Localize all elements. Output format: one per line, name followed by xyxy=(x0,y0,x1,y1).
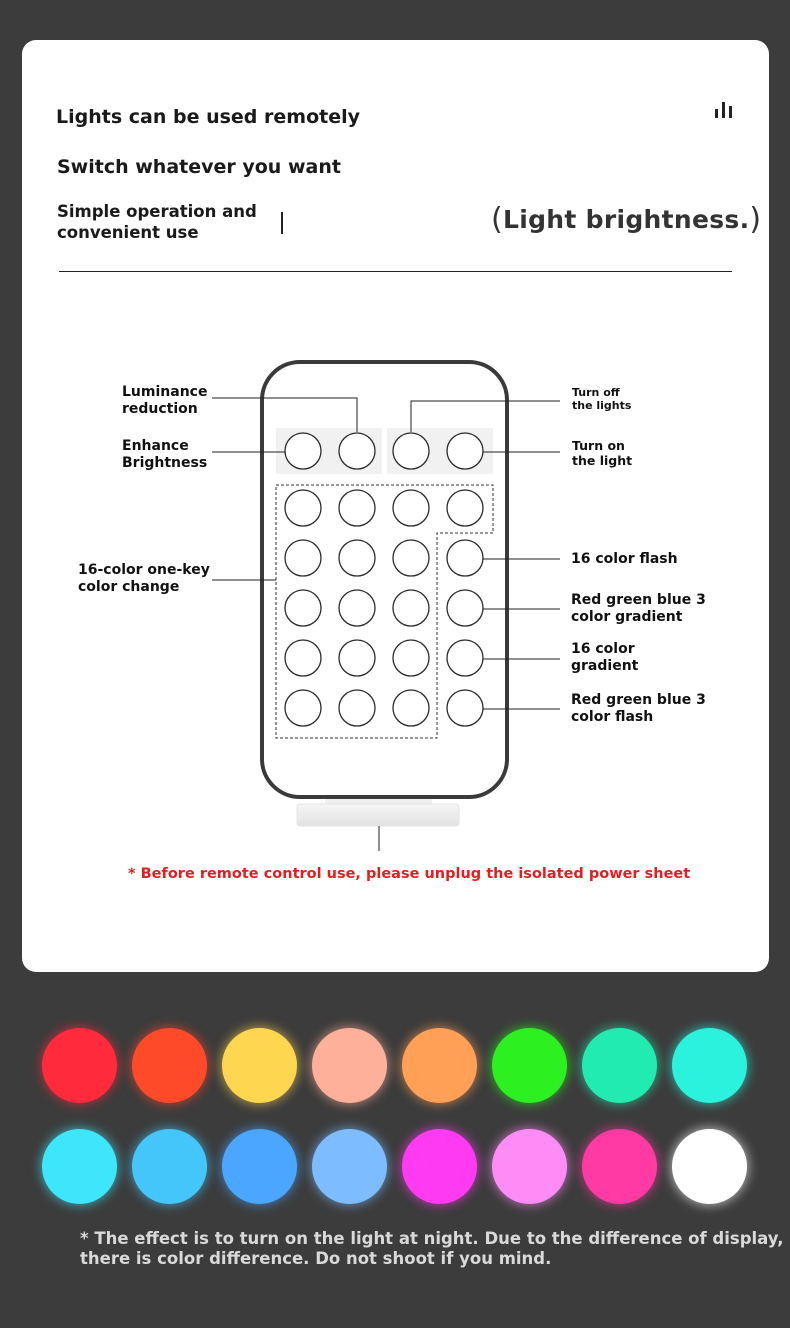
label-line: 16-color one-key xyxy=(78,562,210,578)
color-swatch xyxy=(402,1129,477,1204)
warning-text: * Before remote control use, please unplug the isolated power sheet xyxy=(128,866,691,882)
label-turn-on xyxy=(572,438,632,468)
color-gradient-16-button xyxy=(447,640,483,676)
note-line: * The effect is to turn on the light at night. Due to the difference of display, xyxy=(80,1229,784,1248)
color-button xyxy=(393,490,429,526)
label-rgb-gradient xyxy=(571,592,706,626)
color-button xyxy=(339,490,375,526)
headline-simple-line2: convenient use xyxy=(57,223,199,242)
turn-off-button xyxy=(393,433,429,469)
turn-on-button xyxy=(447,433,483,469)
headline-simple-line1: Simple operation and xyxy=(57,202,257,221)
color-swatch xyxy=(492,1028,567,1103)
color-button xyxy=(285,490,321,526)
note-line: there is color difference. Do not shoot if you mind. xyxy=(80,1249,552,1268)
luminance-reduction-button xyxy=(339,433,375,469)
color-swatch xyxy=(672,1129,747,1204)
color-button xyxy=(339,540,375,576)
color-swatch xyxy=(42,1129,117,1204)
headline-remote: Lights can be used remotely xyxy=(56,106,360,128)
remote-body xyxy=(262,362,507,797)
color-button xyxy=(285,590,321,626)
color-button xyxy=(285,540,321,576)
color-button xyxy=(285,690,321,726)
color-swatch xyxy=(402,1028,477,1103)
close-paren: ) xyxy=(749,202,762,237)
color-swatch xyxy=(492,1129,567,1204)
open-paren: ( xyxy=(491,202,504,237)
label-line: gradient xyxy=(571,658,639,674)
enhance-brightness-button xyxy=(285,433,321,469)
color-swatch xyxy=(582,1028,657,1103)
color-swatch xyxy=(312,1028,387,1103)
label-enhance-brightness xyxy=(122,438,207,472)
label-line: color change xyxy=(78,579,180,595)
label-line: the light xyxy=(572,453,633,468)
color-swatch xyxy=(42,1028,117,1103)
label-luminance-reduction xyxy=(122,384,207,418)
label-line: reduction xyxy=(122,401,198,417)
color-button xyxy=(393,540,429,576)
color-button xyxy=(285,640,321,676)
color-button xyxy=(393,640,429,676)
label-line: Red green blue 3 xyxy=(571,692,706,708)
rgb-flash-button xyxy=(447,690,483,726)
label-line: color gradient xyxy=(571,609,683,625)
label-one-key-color xyxy=(78,562,210,596)
color-button xyxy=(447,490,483,526)
color-swatch xyxy=(132,1129,207,1204)
color-swatch xyxy=(132,1028,207,1103)
label-line: Enhance xyxy=(122,438,189,454)
label-line: 16 color xyxy=(571,641,635,657)
label-line: color flash xyxy=(571,709,654,725)
color-button xyxy=(339,590,375,626)
color-button xyxy=(393,590,429,626)
color-swatch xyxy=(312,1129,387,1204)
label-line: Luminance xyxy=(122,384,208,400)
stand-base xyxy=(297,804,459,826)
label-rgb-flash xyxy=(571,692,706,726)
display-note xyxy=(80,1229,784,1269)
color-swatch xyxy=(222,1028,297,1103)
color-swatch xyxy=(222,1129,297,1204)
color-swatch xyxy=(672,1028,747,1103)
color-swatch xyxy=(582,1129,657,1204)
label-line: Turn off xyxy=(572,386,620,399)
color-flash-16-button xyxy=(447,540,483,576)
label-line: Red green blue 3 xyxy=(571,592,706,608)
label-line: 16 color flash xyxy=(571,551,678,567)
brightness-text: Light brightness. xyxy=(503,205,750,234)
label-color-gradient-16 xyxy=(571,641,638,675)
rgb-gradient-button xyxy=(447,590,483,626)
headline-switch: Switch whatever you want xyxy=(57,156,341,178)
color-button xyxy=(393,690,429,726)
label-line: the lights xyxy=(572,399,632,412)
label-turn-off xyxy=(572,386,631,412)
label-line: Brightness xyxy=(122,455,208,471)
color-button xyxy=(339,690,375,726)
label-color-flash-16 xyxy=(571,551,678,568)
label-line: Turn on xyxy=(572,438,625,453)
color-button xyxy=(339,640,375,676)
